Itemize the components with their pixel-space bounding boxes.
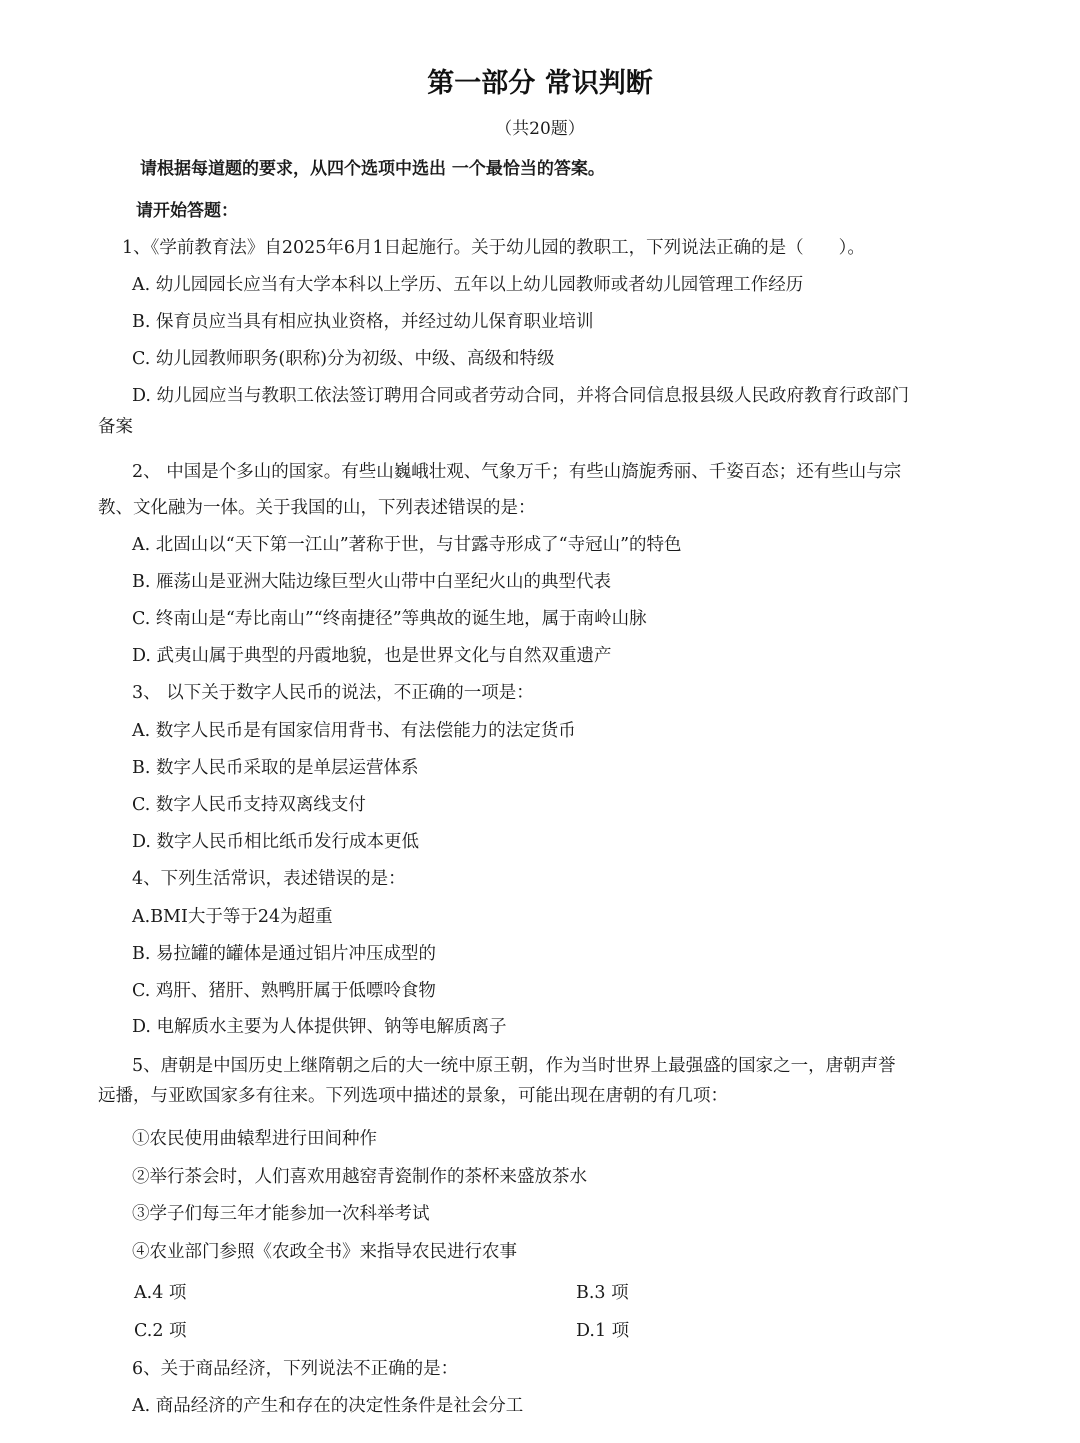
question-4-option-c: C. 鸡肝、猪肝、熟鸭肝属于低嘌呤食物	[132, 981, 436, 1001]
question-1-option-a: A. 幼儿园园长应当有大学本科以上学历、五年以上幼儿园教师或者幼儿园管理工作经历	[132, 275, 804, 295]
question-count: （共20题）	[495, 119, 585, 139]
instruction-text: 请根据每道题的要求，从四个选项中选出 一个最恰当的答案。	[140, 159, 605, 179]
question-4-option-d: D. 电解质水主要为人体提供钾、钠等电解质离子	[132, 1017, 507, 1037]
question-5-option-b: B.3 项	[576, 1283, 629, 1303]
question-6-stem: 6、关于商品经济，下列说法不正确的是：	[132, 1359, 459, 1379]
question-1-option-c: C. 幼儿园教师职务(职称)分为初级、中级、高级和特级	[132, 349, 555, 369]
question-1-option-b: B. 保育员应当具有相应执业资格，并经过幼儿保育职业培训	[132, 312, 594, 332]
question-3-option-b: B. 数字人民币采取的是单层运营体系	[132, 758, 419, 778]
question-2-stem-continued: 教、文化融为一体。关于我国的山，下列表述错误的是：	[98, 498, 536, 518]
question-2-option-a: A. 北固山以“天下第一江山”著称于世，与甘露寺形成了“寺冠山”的特色	[132, 535, 682, 555]
question-5-item-2: ②举行茶会时，人们喜欢用越窑青瓷制作的茶杯来盛放茶水	[132, 1167, 587, 1187]
question-5-stem-continued: 远播，与亚欧国家多有往来。下列选项中描述的景象，可能出现在唐朝的有几项：	[98, 1086, 728, 1106]
question-5-item-3: ③学子们每三年才能参加一次科举考试	[132, 1204, 430, 1224]
question-4-option-a: A.BMI大于等于24为超重	[132, 907, 333, 927]
question-2-option-b: B. 雁荡山是亚洲大陆边缘巨型火山带中白垩纪火山的典型代表	[132, 572, 611, 592]
question-4-option-b: B. 易拉罐的罐体是通过铝片冲压成型的	[132, 944, 436, 964]
question-4-stem: 4、下列生活常识，表述错误的是：	[132, 869, 406, 889]
question-3-option-a: A. 数字人民币是有国家信用背书、有法偿能力的法定货币	[132, 721, 576, 741]
start-label: 请开始答题：	[136, 201, 238, 221]
question-3-option-c: C. 数字人民币支持双离线支付	[132, 795, 366, 815]
question-5-item-4: ④农业部门参照《农政全书》来指导农民进行农事	[132, 1242, 517, 1262]
question-2-option-c: C. 终南山是“寿比南山”“终南捷径”等典故的诞生地，属于南岭山脉	[132, 609, 647, 629]
question-5-option-d: D.1 项	[576, 1321, 630, 1341]
question-1-option-d: D. 幼儿园应当与教职工依法签订聘用合同或者劳动合同，并将合同信息报县级人民政府教育行政部门	[132, 386, 910, 406]
question-5-stem: 5、唐朝是中国历史上继隋朝之后的大一统中原王朝，作为当时世界上最强盛的国家之一，唐朝声誉	[132, 1056, 896, 1076]
question-2-option-d: D. 武夷山属于典型的丹霞地貌，也是世界文化与自然双重遗产	[132, 646, 612, 666]
question-2-stem: 2、 中国是个多山的国家。有些山巍峨壮观、气象万千；有些山旖旎秀丽、千姿百态；还有些山与宗	[132, 462, 902, 482]
question-3-stem: 3、 以下关于数字人民币的说法，不正确的一项是：	[132, 683, 534, 703]
question-5-option-a: A.4 项	[134, 1283, 187, 1303]
question-1-stem: 1、《学前教育法》自2025年6月1日起施行。关于幼儿园的教职工，下列说法正确的是（ ）。	[122, 238, 865, 258]
question-3-option-d: D. 数字人民币相比纸币发行成本更低	[132, 832, 420, 852]
question-5-item-1: ①农民使用曲辕犁进行田间种作	[132, 1129, 377, 1149]
page-title: 第一部分 常识判断	[427, 68, 653, 99]
question-1-option-d-continued: 备案	[98, 417, 133, 437]
question-6-option-a: A. 商品经济的产生和存在的决定性条件是社会分工	[132, 1396, 524, 1416]
question-5-option-c: C.2 项	[134, 1321, 187, 1341]
